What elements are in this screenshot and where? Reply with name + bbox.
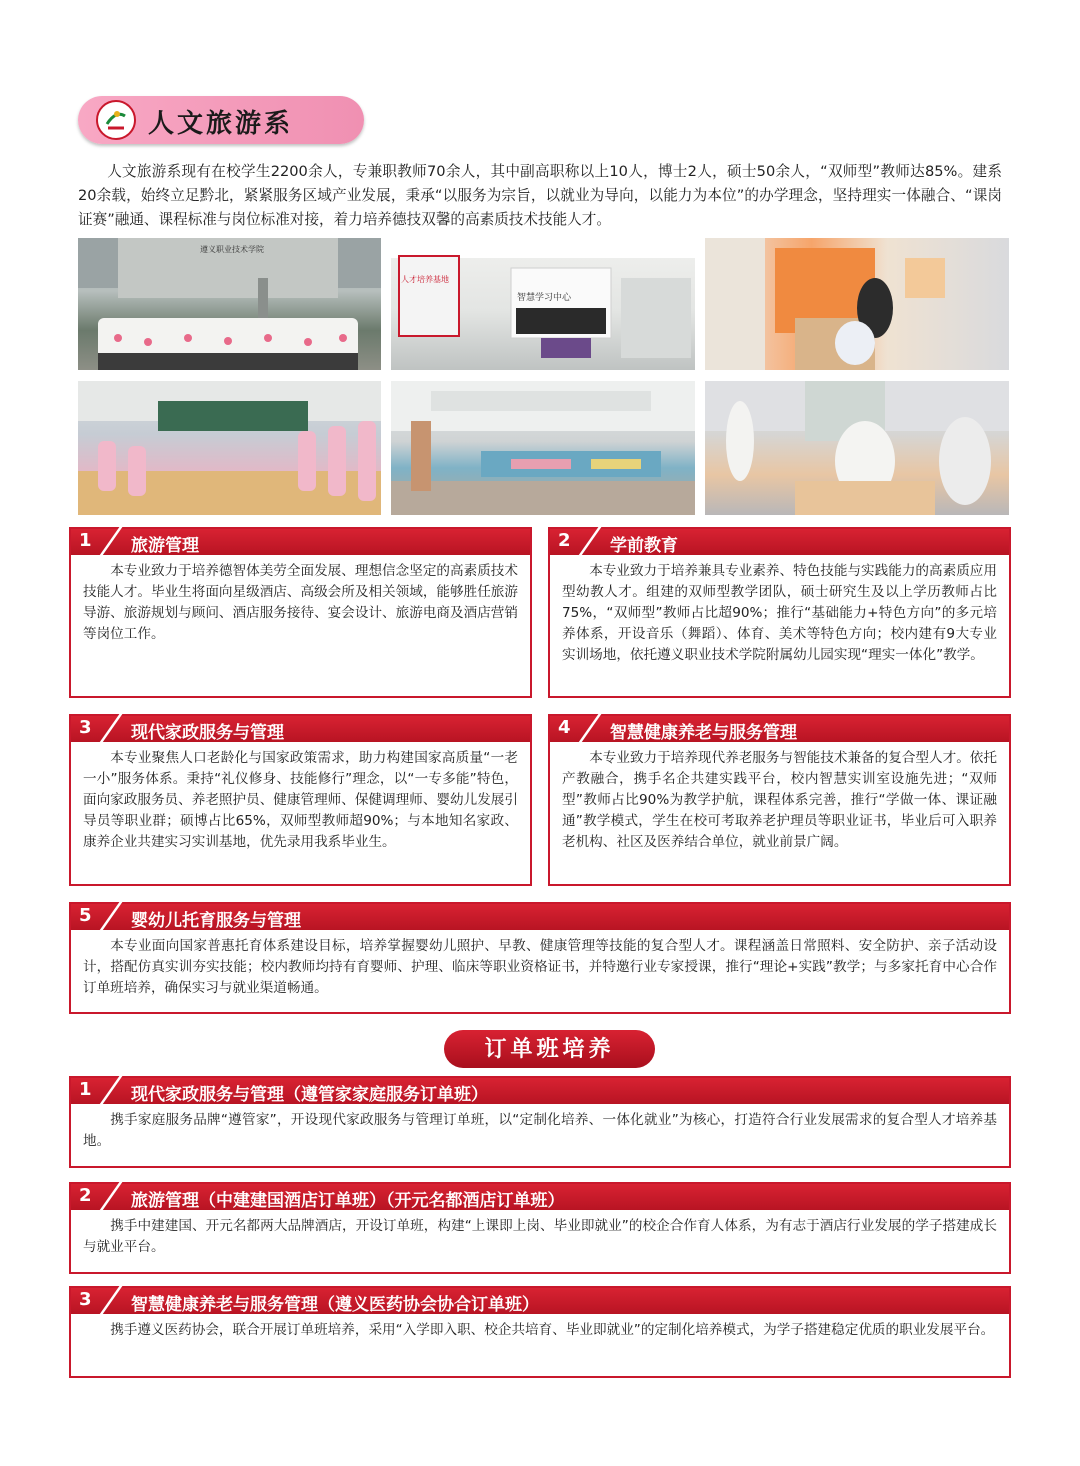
major-title: 婴幼儿托育服务与管理 xyxy=(131,911,301,931)
major-card-elderly-care xyxy=(548,714,1011,886)
slash-divider-icon xyxy=(97,1180,124,1214)
major-card-header xyxy=(71,529,530,555)
order-number: 1 xyxy=(79,1079,92,1100)
order-description: 携手家庭服务品牌“遵管家”，开设现代家政服务与管理订单班，以“定制化培养、一体化就业”为核心，打造符合行业发展需求的复合型人才培养基地。 xyxy=(83,1112,997,1149)
major-card-tourism xyxy=(69,527,532,698)
major-title: 学前教育 xyxy=(610,536,678,556)
photo-nursing-training xyxy=(78,381,381,515)
major-description: 本专业致力于培养现代养老服务与智能技术兼备的复合型人才。依托产教融合，携手名企共建实践平台，校内智慧实训室设施先进；“双师型”教师占比90%为教学护航，课程体系完善，推行“学做一体、课证融通”教学模式，学生在校可考取养老护理员等职业证书，毕业后可入职养老机构、社区及医养结合单位，就业前景广阔。 xyxy=(562,750,997,850)
major-title: 现代家政服务与管理 xyxy=(131,723,284,743)
photo-elderly-care-training xyxy=(705,381,1009,515)
order-title: 旅游管理（中建建国酒店订单班）（开元名都酒店订单班） xyxy=(131,1191,565,1211)
sign-school-name: 遵义职业技术学院 xyxy=(200,245,264,254)
slash-divider-icon xyxy=(97,1074,124,1108)
photo-group-graduation xyxy=(78,238,381,370)
major-card-header xyxy=(550,716,1009,742)
order-card-header xyxy=(71,1184,1009,1210)
order-card-tourism xyxy=(69,1182,1011,1274)
major-number: 2 xyxy=(558,530,571,551)
major-card-childcare xyxy=(69,902,1011,1014)
major-description: 本专业致力于培养兼具专业素养、特色技能与实践能力的高素质应用型幼教人才。组建的双师型教学团队，硕士研究生及以上学历教师占比75%，“双师型”教师占比超90%；推行“基础能力+特色方向”的多元培养体系，开设音乐（舞蹈）、体育、美术等特色方向；校内建有9大专业实训场地，依托遵义职业技术学院附属幼儿园实现“理实一体化”教学。 xyxy=(562,563,997,663)
major-number: 5 xyxy=(79,905,92,926)
order-card-header xyxy=(71,1078,1009,1104)
major-number: 3 xyxy=(79,717,92,738)
slash-divider-icon xyxy=(97,712,124,746)
department-title: 人文旅游系 xyxy=(148,109,294,139)
order-description: 携手遵义医药协会，联合开展订单班培养，采用“入学即入职、校企共培育、毕业即就业”的定制化培养模式，为学子搭建稳定优质的职业发展平台。 xyxy=(110,1322,995,1338)
major-card-preschool xyxy=(548,527,1011,698)
sign-talent-base: 人才培养基地 xyxy=(401,275,449,284)
major-title: 智慧健康养老与服务管理 xyxy=(610,723,797,743)
order-section-title: 订单班培养 xyxy=(444,1030,655,1068)
slash-divider-icon xyxy=(97,900,124,934)
major-card-header xyxy=(71,904,1009,930)
school-logo-icon xyxy=(96,100,136,140)
photo-training-room xyxy=(391,381,695,515)
order-description: 携手中建建国、开元名都两大品牌酒店，开设订单班，构建“上课即上岗、毕业即就业”的校企合作育人体系，为有志于酒店行业发展的学子搭建成长与就业平台。 xyxy=(83,1218,997,1255)
major-description: 本专业面向国家普惠托育体系建设目标，培养掌握婴幼儿照护、早教、健康管理等技能的复合型人才。课程涵盖日常照料、安全防护、亲子活动设计，搭配仿真实训夯实技能；校内教师均持有育婴师、护理、临床等职业资格证书，并特邀行业专家授课，推行“理论+实践”教学；与多家托育中心合作订单班培养，确保实习与就业渠道畅通。 xyxy=(83,938,997,996)
order-card-header xyxy=(71,1288,1009,1314)
slash-divider-icon xyxy=(97,1284,124,1318)
order-card-elderly-care xyxy=(69,1286,1011,1378)
major-number: 4 xyxy=(558,717,571,738)
sign-smart-learning-center: 智慧学习中心 xyxy=(517,293,572,303)
photo-preschool-classroom xyxy=(705,238,1009,370)
photo-smart-learning-center xyxy=(391,238,695,370)
slash-divider-icon xyxy=(576,712,603,746)
order-card-housekeeping xyxy=(69,1076,1011,1168)
order-number: 2 xyxy=(79,1185,92,1206)
major-card-header xyxy=(550,529,1009,555)
order-number: 3 xyxy=(79,1289,92,1310)
major-description: 本专业聚焦人口老龄化与国家政策需求，助力构建国家高质量“一老一小”服务体系。秉持“礼仪修身、技能修行”理念，以“一专多能”特色，面向家政服务员、养老照护员、健康管理师、保健调理师、婴幼儿发展引导员等职业群；硕博占比65%，双师型教师超90%；与本地知名家政、康养企业共建实习实训基地，优先录用我系毕业生。 xyxy=(83,750,518,850)
major-description: 本专业致力于培养德智体美劳全面发展、理想信念坚定的高素质技术技能人才。毕业生将面向星级酒店、高级会所及相关领域，能够胜任旅游导游、旅游规划与顾问、酒店服务接待、宴会设计、旅游电商及酒店营销等岗位工作。 xyxy=(83,563,518,642)
order-title: 现代家政服务与管理（遵管家家庭服务订单班） xyxy=(131,1085,488,1105)
order-title: 智慧健康养老与服务管理（遵义医药协会协合订单班） xyxy=(131,1295,539,1315)
major-title: 旅游管理 xyxy=(131,536,199,556)
slash-divider-icon xyxy=(576,525,603,559)
major-card-housekeeping xyxy=(69,714,532,886)
major-card-header xyxy=(71,716,530,742)
slash-divider-icon xyxy=(97,525,124,559)
department-intro: 人文旅游系现有在校学生2200余人，专兼职教师70余人，其中副高职称以上10人，博士2人，硕士50余人，“双师型”教师达85%。建系20余载，始终立足黔北，紧紧服务区域产业发展，秉承“以服务为宗旨，以就业为导向，以能力为本位”的办学理念，坚持理实一体融合、“课岗证赛”融通、课程标准与岗位标准对接，着力培养德技双馨的高素质技术技能人才。 xyxy=(78,163,1002,228)
major-number: 1 xyxy=(79,530,92,551)
